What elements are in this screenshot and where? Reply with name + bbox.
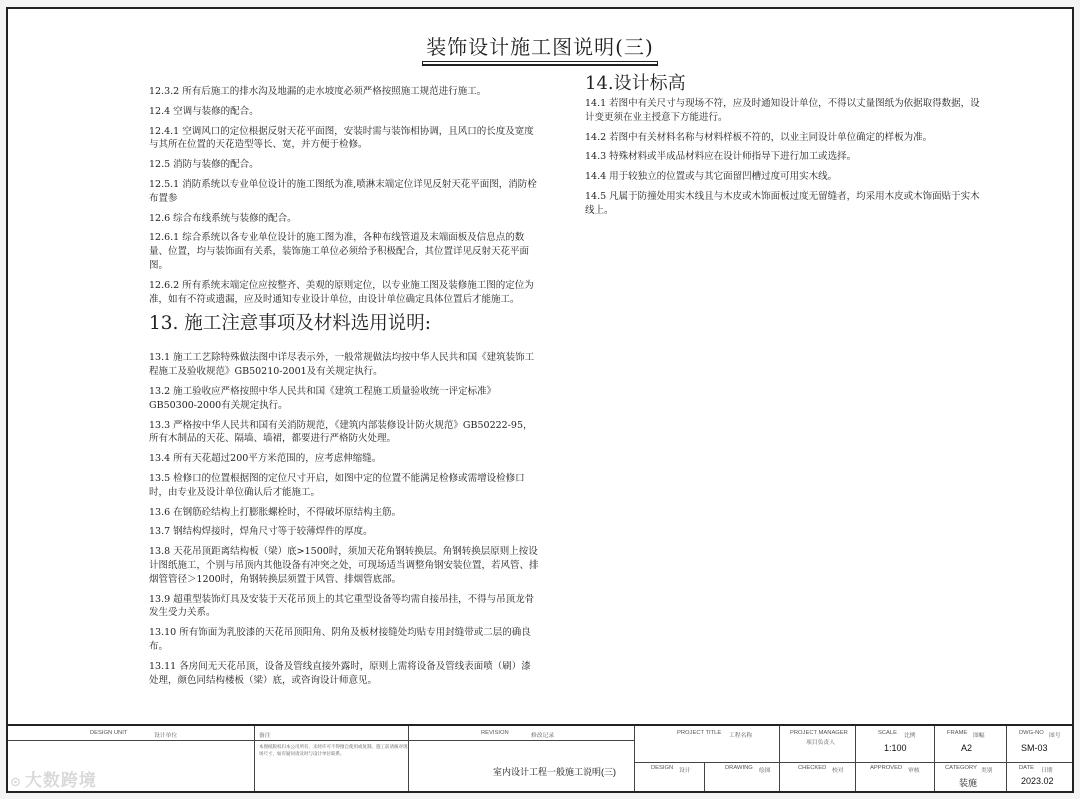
note-12-3-2: 12.3.2 所有后施工的排水沟及地漏的走水坡度必须严格按照施工规范进行施工。: [149, 86, 487, 97]
scale-value: 1:100: [884, 743, 907, 753]
design-unit-cn: 设计单位: [154, 733, 178, 739]
title-block: [8, 724, 1072, 791]
approved-label: APPROVED: [870, 765, 903, 771]
watermark-logo-icon: ⊙: [10, 775, 22, 790]
note-13-9: 13.9 超重型装饰灯具及安装于天花吊顶上的其它重型设备等均需自接吊挂，不得与吊顶龙骨发生受力关系。: [149, 593, 535, 619]
note-12-6-2: 12.6.2 所有系统末端定位应按整齐、美观的原则定位，以专业施工图及装修施工图的定位为准，如有不符或遗漏，应及时通知专业设计单位，由设计单位确定具体位置后才能施工。: [149, 279, 534, 305]
design-label: DESIGN: [651, 765, 674, 771]
checked-cn: 校对: [832, 768, 844, 774]
project-title-cn: 工程名称: [729, 733, 753, 739]
note-13-3: 13.3 严格按中华人民共和国有关消防规范，《建筑内部装修设计防火规范》GB50222-95， 所有木制品的天花、隔墙、墙裙，都要进行严格防火处理。: [149, 419, 533, 445]
project-title-label: PROJECT TITLE: [677, 730, 722, 736]
note-13-5: 13.5 检修口的位置根据图的定位尺寸开启，如图中定的位置不能满足检修或需增设检修口时，由专业及设计单位确认后才能施工。: [149, 472, 525, 498]
note-12-6: 12.6 综合布线系统与装修的配合。: [149, 212, 297, 224]
date-cn: 日期: [1041, 768, 1053, 774]
note-12-4-1: 12.4.1 空调风口的定位根据反射天花平面图，安装时需与装饰相协调，且风口的长度及宽度与其所在位置的天花造型等长、宽，并方便于检修。: [149, 125, 534, 151]
design-cn: 设计: [679, 768, 691, 774]
section-13-heading: 13. 施工注意事项及材料选用说明:: [149, 313, 432, 335]
drawing-label: DRAWING: [725, 765, 753, 771]
dwg-label: DWG-NO: [1019, 730, 1044, 736]
category-label: CATEGORY: [945, 765, 977, 771]
revision-cell: [408, 726, 634, 791]
date-cell: [1006, 762, 1072, 791]
design-unit-label: DESIGN UNIT: [90, 730, 128, 736]
note-13-11: 13.11 各房间无天花吊顶，设备及管线直接外露时，原则上需将设备及管线表面喷（刷）漆处理，颜色同结构楼板（梁）底，或咨询设计师意见。: [149, 660, 531, 686]
note-14-5: 14.5 凡属于防撞处用实木线且与木皮或木饰面板过度无留缝者，均采用木皮或木饰面贴于实木线上。: [585, 190, 980, 216]
note-12-5: 12.5 消防与装修的配合。: [149, 159, 259, 171]
drawing-cell: [704, 762, 779, 791]
sheet-title: 装饰设计施工图说明(三): [8, 31, 1072, 60]
drawing-name: 室内设计工程一般施工说明(三): [493, 767, 616, 777]
note-14-1: 14.1 若图中有关尺寸与现场不符，应及时通知设计单位，不得以丈量图纸为依据取得数据，设计变更须在业主授意下方能进行。: [585, 98, 980, 123]
note-12-4: 12.4 空调与装修的配合。: [149, 105, 259, 117]
note-13-2: 13.2 施工验收应严格按照中华人民共和国《建筑工程施工质量验收统一评定标准》GB50300-2000有关规定执行。: [149, 385, 497, 411]
category-cell: [934, 762, 1006, 791]
date-value: 2023.02: [1021, 776, 1054, 786]
left-column: [149, 85, 539, 693]
checked-cell: [779, 762, 855, 791]
notes-label: 备注: [259, 733, 271, 739]
right-column: [585, 73, 983, 224]
date-label: DATE: [1019, 765, 1035, 771]
revision-label: REVISION: [481, 730, 509, 736]
notes-text: 本图纸版权归本公司所有，未经许可不得擅自使用或复制。施工前请核对现场尺寸，如有疑问请及时与设计单位联系。: [259, 744, 408, 756]
scale-label: SCALE: [878, 730, 898, 736]
frame-cn: 图幅: [973, 733, 985, 739]
note-12-6-1: 12.6.1 综合系统以各专业单位设计的施工图为准，各种布线管道及末端面板及信息点的数量、位置，均与装饰面有关系，装饰施工单位必须给予积极配合，其位置详见反射天花平面图。: [149, 232, 530, 271]
note-14-4: 14.4 用于较独立的位置或与其它面留凹槽过度可用实木线。: [585, 171, 838, 183]
revision-cn: 修改记录: [531, 733, 555, 739]
note-13-6: 13.6 在钢筋砼结构上打膨胀螺栓时，不得破坏原结构主筋。: [149, 506, 402, 518]
frame-cell: [934, 726, 1006, 762]
note-13-10: 13.10 所有饰面为乳胶漆的天花吊顶阳角、阴角及板材接缝处均贴专用封缝带或二层的确良布。: [149, 627, 531, 652]
design-cell: [634, 762, 704, 791]
scale-cn: 比例: [904, 733, 916, 739]
note-13-4: 13.4 所有天花超过200平方米范围的，应考虑伸缩缝。: [149, 453, 382, 465]
dwg-cn: 图号: [1049, 733, 1061, 739]
note-13-8: 13.8 天花吊顶距离结构板（梁）底>1500时，须加天花角钢转换层。角钢转换层原则上按设计图纸施工，个别与吊顶内其他设备有冲突之处，可现场适当调整角钢安装位置，若风管、排烟管管径＞1200时，角钢转换层须置于风管、排烟管底部。: [149, 546, 539, 585]
notes-cell: [254, 726, 408, 791]
note-13-7: 13.7 钢结构焊接时，焊角尺寸等于较薄焊件的厚度。: [149, 526, 373, 538]
approved-cn: 审核: [908, 768, 920, 774]
watermark: [10, 766, 97, 791]
frame-label: FRAME: [947, 730, 968, 736]
dwg-cell: [1006, 726, 1072, 762]
note-14-2: 14.2 若图中有关材料名称与材料样板不符的，以业主同设计单位确定的样板为准。: [585, 131, 933, 143]
pm-cn: 项目负责人: [806, 740, 835, 746]
approved-cell: [855, 762, 934, 791]
section-14-heading: 14.设计标高: [585, 73, 686, 94]
drawing-cn: 绘图: [759, 768, 771, 774]
dwg-value: SM-03: [1021, 743, 1048, 753]
category-cn: 类别: [981, 768, 993, 774]
checked-label: CHECKED: [798, 765, 827, 771]
scale-cell: [855, 726, 934, 762]
note-14-3: 14.3 特殊材料或半成品材料应在设计师指导下进行加工或选择。: [585, 151, 857, 163]
note-12-5-1: 12.5.1 消防系统以专业单位设计的施工图纸为准,喷淋末端定位详见反射天花平面图，消防栓布置参: [149, 178, 537, 204]
project-title-cell: [634, 726, 779, 762]
pm-label: PROJECT MANAGER: [790, 730, 848, 736]
frame-value: A2: [961, 743, 973, 753]
drawing-sheet: [6, 7, 1074, 793]
watermark-text: 大数跨境: [24, 771, 97, 791]
category-value: 装施: [959, 778, 978, 788]
note-13-1: 13.1 施工工艺除特殊做法图中详尽表示外，一般常规做法均按中华人民共和国《建筑装饰工程施工及验收规范》GB50210-2001及有关规定执行。: [149, 352, 535, 378]
pm-cell: [779, 726, 855, 762]
